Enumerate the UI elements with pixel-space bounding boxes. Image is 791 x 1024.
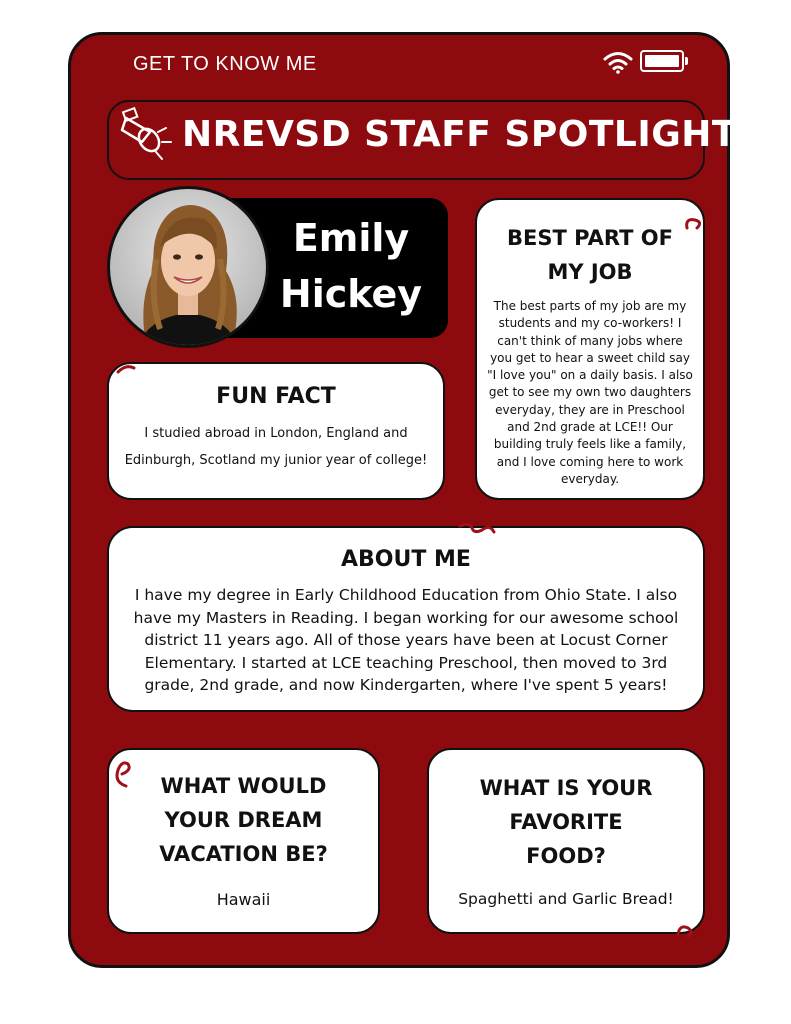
best-part-line: students and my co-workers! I — [498, 316, 682, 331]
squiggle-decoration-icon — [674, 920, 698, 940]
fun-fact-line-2: Edinburgh, Scotland my junior year of college! — [124, 453, 428, 468]
about-me-line: have my Masters in Reading. I began working for our awesome school — [133, 608, 679, 627]
status-label: GET TO KNOW ME — [133, 53, 317, 75]
fun-fact-line-1: I studied abroad in London, England and — [144, 426, 408, 441]
best-part-line: and 2nd grade at LCE!! Our — [507, 420, 673, 435]
best-part-title-2: MY JOB — [547, 260, 633, 284]
about-me-card — [107, 526, 705, 712]
about-me-line: district 11 years ago. All of those years have been at Locust Corner — [144, 631, 668, 649]
best-part-line: you get to hear a sweet child say — [490, 350, 690, 365]
about-me-body — [113, 584, 699, 697]
last-name: Hickey — [279, 272, 423, 316]
best-part-line: get to see my own two daughters — [488, 385, 692, 400]
fun-fact-title: FUN FACT — [216, 384, 336, 409]
about-me-title: ABOUT ME — [341, 547, 471, 572]
favorite-food-title-3: FOOD? — [526, 844, 606, 868]
best-part-line: and I love coming here to work — [496, 454, 684, 469]
about-me-line: I have my degree in Early Childhood Education from Ohio State. I also — [134, 586, 678, 604]
avatar — [107, 186, 269, 348]
best-part-line: everyday, they are in Preschool — [495, 402, 685, 417]
dream-vacation-title-1: WHAT WOULD — [160, 774, 327, 798]
squiggle-decoration-icon — [456, 518, 500, 540]
squiggle-decoration-icon — [110, 756, 134, 790]
spotlight-icon — [116, 104, 178, 168]
favorite-food-answer: Spaghetti and Garlic Bread! — [458, 890, 674, 908]
fun-fact-card — [107, 362, 445, 500]
best-part-line: everyday. — [560, 471, 620, 486]
squiggle-decoration-icon — [116, 362, 138, 378]
wifi-icon — [603, 50, 633, 74]
portrait-illustration — [110, 189, 266, 345]
about-me-line: Elementary. I started at LCE teaching Preschool, then moved to 3rd — [144, 653, 668, 672]
first-name: Emily — [292, 216, 410, 260]
best-part-line: can't think of many jobs where — [497, 333, 683, 348]
best-part-body — [481, 298, 699, 488]
favorite-food-card — [427, 748, 705, 934]
best-part-line: building truly feels like a family, — [493, 437, 687, 452]
best-part-title-1: BEST PART OF — [507, 226, 673, 250]
favorite-food-title-1: WHAT IS YOUR — [479, 776, 653, 800]
favorite-food-title-2: FAVORITE — [509, 810, 623, 834]
dream-vacation-title-2: YOUR DREAM — [164, 808, 323, 832]
best-part-card — [475, 198, 705, 500]
dream-vacation-card — [107, 748, 380, 934]
squiggle-decoration-icon — [683, 214, 707, 234]
dream-vacation-answer: Hawaii — [216, 890, 271, 909]
best-part-line: "I love you" on a daily basis. I also — [487, 368, 693, 383]
banner-title: NREVSD STAFF SPOTLIGHT — [182, 114, 737, 155]
battery-icon — [640, 50, 684, 72]
best-part-line: The best parts of my job are my — [493, 299, 687, 313]
about-me-line: grade, 2nd grade, and now Kindergarten, where I've spent 5 years! — [144, 676, 668, 694]
dream-vacation-title-3: VACATION BE? — [159, 842, 328, 866]
